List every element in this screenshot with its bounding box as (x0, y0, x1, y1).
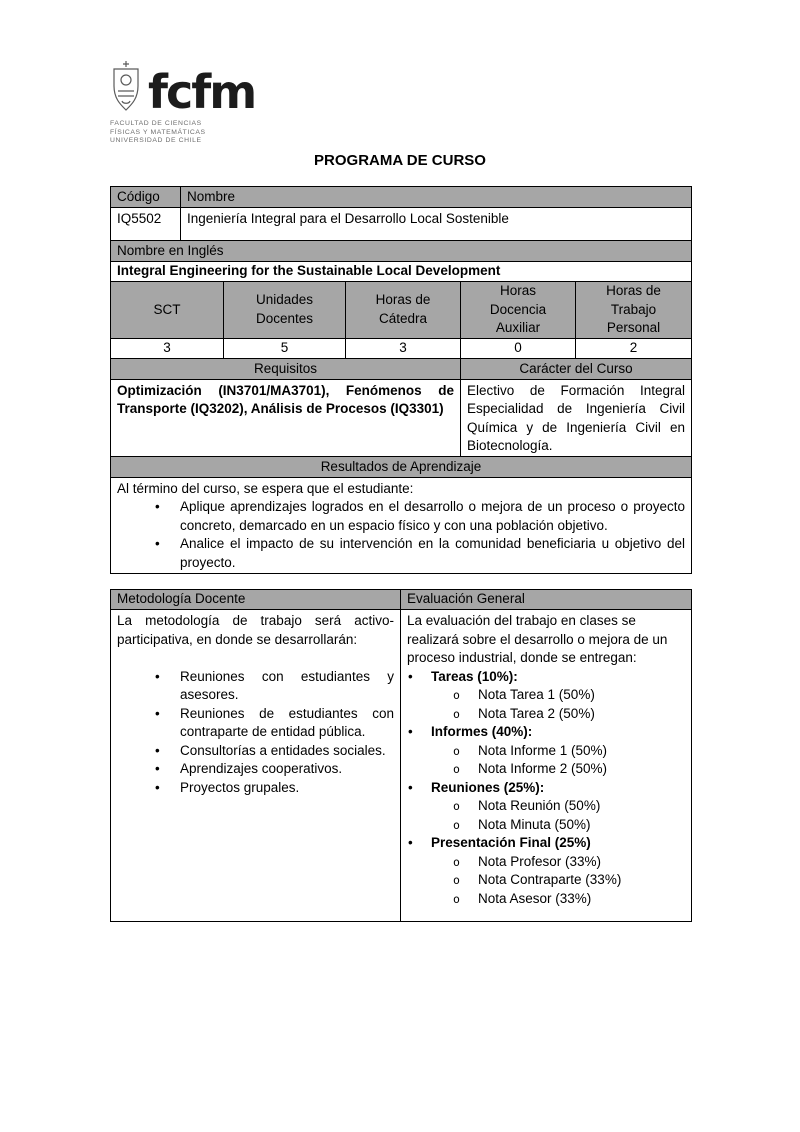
resultados-header-cell: Resultados de Aprendizaje (111, 457, 692, 478)
evaluacion-group (407, 779, 685, 835)
faculty-line-1: FACULTAD DE CIENCIAS (110, 120, 202, 127)
evaluacion-sublist (431, 797, 685, 834)
evaluacion-subitem: o Nota Minuta (50%) (431, 816, 685, 835)
evaluacion-group-label: Tareas (10%): (431, 668, 518, 684)
codigo-value-cell: IQ5502 (111, 207, 181, 241)
metodologia-bullet: • Aprendizajes cooperativos. (117, 760, 394, 779)
evaluacion-subitem: o Nota Informe 2 (50%) (431, 760, 685, 779)
nombre-ingles-header-cell: Nombre en Inglés (111, 241, 692, 262)
horas-catedra-value-cell: 3 (346, 338, 461, 359)
requisitos-caracter-table (110, 358, 692, 457)
universidad-de-chile-crest-icon (110, 60, 142, 114)
nombre-value-cell: Ingeniería Integral para el Desarrollo Local Sostenible (181, 207, 692, 241)
nombre-ingles-value-cell: Integral Engineering for the Sustainable Local Development (111, 261, 692, 282)
method-eval-table (110, 589, 691, 922)
faculty-line-2: FÍSICAS Y MATEMÁTICAS (110, 128, 206, 136)
resultados-content-cell (111, 477, 692, 573)
evaluacion-subitem: o Nota Tarea 1 (50%) (431, 686, 685, 705)
caracter-value-cell: Electivo de Formación Integral Especialidad de Ingeniería Civil Química y de Ingeniería Civil en Biotecnología. (461, 379, 692, 457)
resultados-table (110, 456, 692, 574)
caracter-header-cell: Carácter del Curso (461, 359, 692, 380)
course-table (110, 186, 691, 574)
evaluacion-subitem: o Nota Tarea 2 (50%) (431, 705, 685, 724)
codigo-nombre-table (110, 186, 692, 241)
metodologia-bullet: • Consultorías a entidades sociales. (117, 742, 394, 761)
fcfm-wordmark: fcfm (148, 65, 256, 119)
metodologia-content-cell (111, 610, 401, 922)
codigo-header-cell: Código (111, 187, 181, 208)
metodologia-bullet: • Reuniones con estudiantes y asesores. (117, 668, 394, 705)
horas-catedra-header-cell: Horas de Cátedra (346, 282, 461, 339)
sct-value-cell: 3 (111, 338, 224, 359)
evaluacion-group (407, 668, 685, 724)
faculty-line-3: UNIVERSIDAD DE CHILE (110, 137, 202, 144)
evaluacion-sublist (431, 853, 685, 909)
evaluacion-group (407, 723, 685, 779)
resultados-intro: Al término del curso, se espera que el estudiante: (117, 480, 414, 496)
horas-docencia-auxiliar-header-cell: Horas Docencia Auxiliar (461, 282, 576, 339)
horas-trabajo-personal-header-cell: Horas de Trabajo Personal (576, 282, 692, 339)
horas-trabajo-personal-value-cell: 2 (576, 338, 692, 359)
unidades-docentes-header-cell: Unidades Docentes (224, 282, 346, 339)
resultados-bullet: • Aplique aprendizajes logrados en el desarrollo o mejora de un proceso o proyecto concreto, demarcado en un espacio físico y con una población objetivo. (117, 498, 685, 535)
evaluacion-subitem: o Nota Asesor (33%) (431, 890, 685, 909)
nombre-ingles-table (110, 240, 692, 282)
evaluacion-header-cell: Evaluación General (401, 589, 692, 610)
unidades-docentes-value-cell: 5 (224, 338, 346, 359)
page-title: PROGRAMA DE CURSO (314, 151, 486, 169)
fcfm-logo (110, 60, 310, 146)
evaluacion-subitem: o Nota Profesor (33%) (431, 853, 685, 872)
evaluacion-group (407, 834, 685, 908)
evaluacion-intro: La evaluación del trabajo en clases se realizará sobre el desarrollo o mejora de un proceso industrial, donde se entregan: (407, 613, 668, 665)
metodologia-evaluacion-table (110, 589, 692, 922)
requisitos-value-cell: Optimización (IN3701/MA3701), Fenómenos de Transporte (IQ3202), Análisis de Procesos (IQ3301) (111, 379, 461, 457)
sct-header-cell: SCT (111, 282, 224, 339)
evaluacion-group-label: Reuniones (25%): (431, 779, 545, 795)
faculty-name (110, 120, 310, 146)
evaluacion-group-label: Presentación Final (25%) (431, 835, 591, 850)
evaluacion-subitem: o Nota Contraparte (33%) (431, 871, 685, 890)
metodologia-bullet: • Proyectos grupales. (117, 779, 394, 798)
resultados-bullet: • Analice el impacto de su intervención en la comunidad beneficiaria u objetivo del proyecto. (117, 535, 685, 572)
evaluacion-sublist (431, 686, 685, 723)
evaluacion-subitem: o Nota Reunión (50%) (431, 797, 685, 816)
metodologia-intro: La metodología de trabajo será activo-participativa, en donde se desarrollarán: (117, 613, 394, 647)
metodologia-header-cell: Metodología Docente (111, 589, 401, 610)
metodologia-bullet-list (117, 668, 394, 798)
credit-hours-table (110, 281, 692, 359)
resultados-bullet-list (117, 498, 685, 572)
metodologia-bullet: • Reuniones de estudiantes con contraparte de entidad pública. (117, 705, 394, 742)
evaluacion-sublist (431, 742, 685, 779)
horas-docencia-auxiliar-value-cell: 0 (461, 338, 576, 359)
requisitos-header-cell: Requisitos (111, 359, 461, 380)
evaluacion-group-label: Informes (40%): (431, 724, 533, 739)
evaluacion-subitem: o Nota Informe 1 (50%) (431, 742, 685, 761)
evaluacion-content-cell (401, 610, 692, 922)
nombre-header-cell: Nombre (181, 187, 692, 208)
evaluacion-list (407, 668, 685, 909)
